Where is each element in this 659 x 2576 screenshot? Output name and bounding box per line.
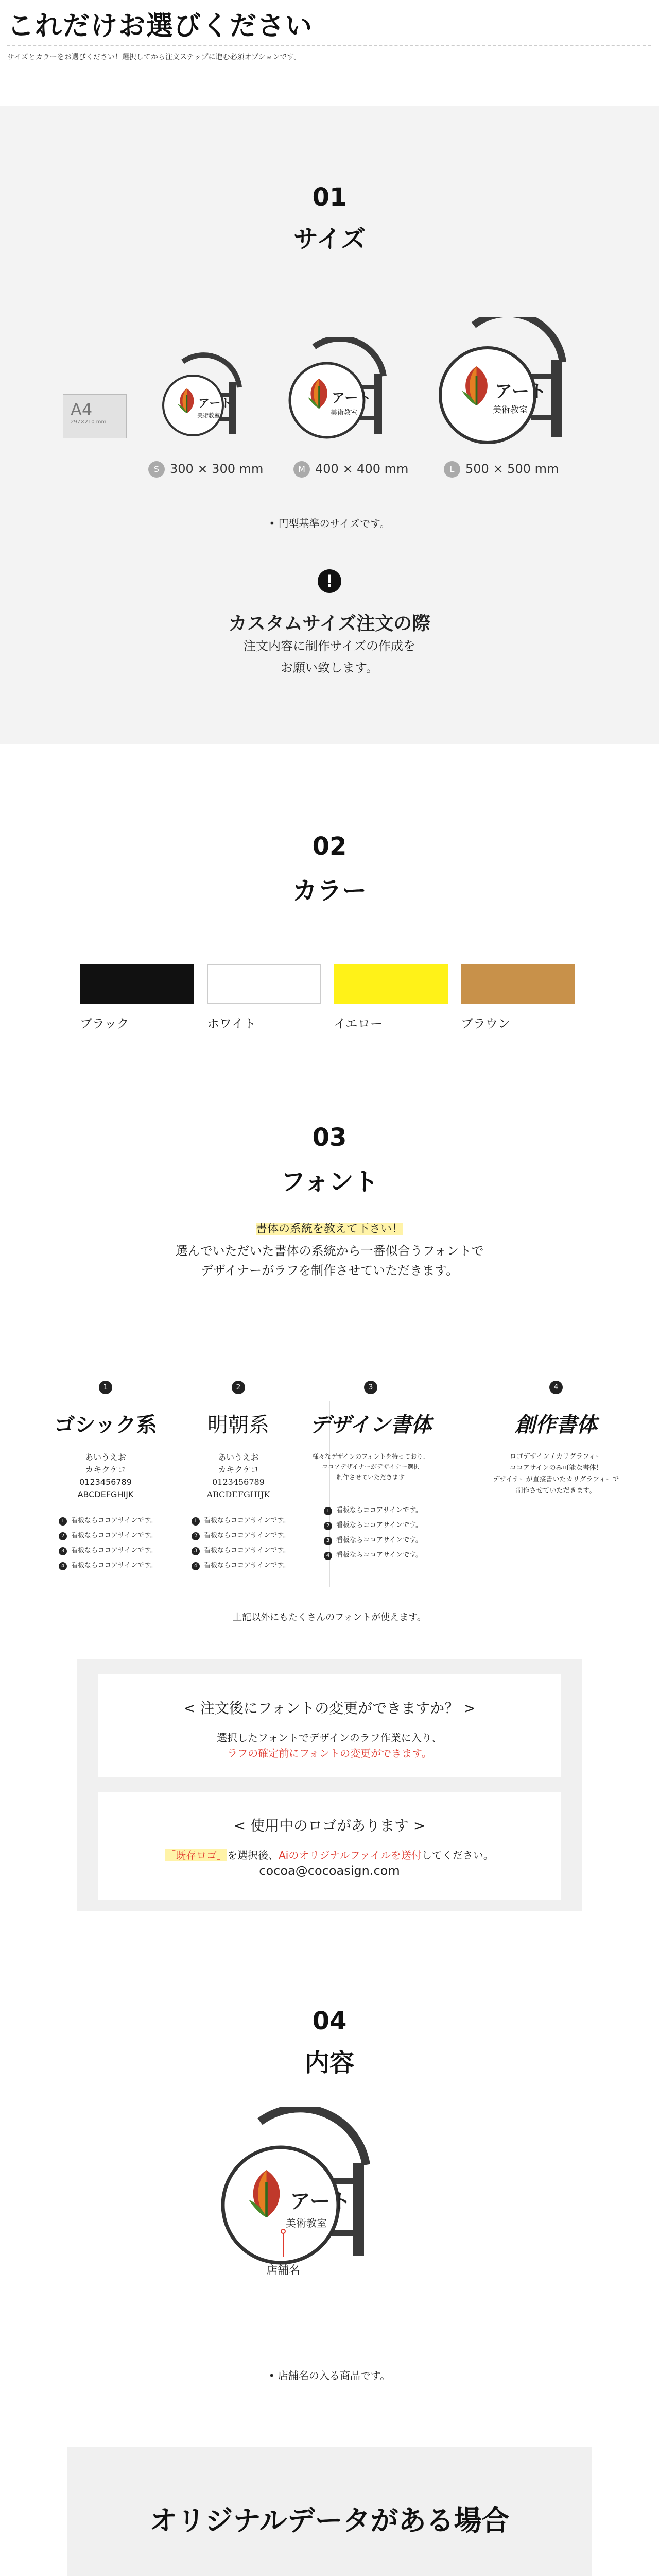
column-number: 3 [364, 1381, 377, 1394]
font-column-mincho[interactable] [174, 1381, 303, 1573]
contact-email[interactable]: cocoa@cocoasign.com [259, 1863, 400, 1878]
sample-list: 1 看板ならココアサインです。 2 看板ならココアサインです。 3 看板ならココアサインです。 4 看板ならココアサインです。 [174, 1513, 303, 1573]
font-column-creative[interactable] [492, 1381, 620, 1497]
sign-small-sub-text: 美術教室 [197, 412, 220, 419]
size-option-s[interactable] [148, 461, 263, 478]
sample-line: ココアサインのみ可能な書体！ [509, 1464, 603, 1472]
sample-line: ABCDEFGHIJK [77, 1489, 134, 1499]
sign-large-image [425, 317, 595, 456]
size-badge-l: L [444, 461, 460, 478]
sign-medium-main-text: アート [332, 391, 372, 406]
faq-card-existing-logo [98, 1792, 561, 1900]
size-label-l: 500 × 500 mm [465, 462, 559, 476]
page-header [0, 0, 659, 103]
a4-dimension: 297×210 mm [71, 419, 107, 425]
size-badge-m: M [293, 461, 310, 478]
color-section-title: カラー [292, 876, 367, 905]
font-highlight: 書体の系統を教えて下さい！ [255, 1223, 403, 1235]
page-subtitle: サイズとカラーをお選びください！選択してから注文ステップに進む必須オプションです。 [7, 53, 301, 61]
swatch-label-brown: ブラウン [461, 1016, 510, 1031]
column-heading: 明朝系 [207, 1413, 269, 1437]
sample-list: 1 看板ならココアサインです。 2 看板ならココアサインです。 3 看板ならココアサインです。 4 看板ならココアサインです。 [306, 1503, 435, 1563]
a4-reference [63, 394, 127, 438]
sample-line: 様々なデザインのフォントを持っており、 [312, 1453, 429, 1460]
size-badge-s: S [148, 461, 165, 478]
sign-content-main-text: アート [290, 2190, 351, 2213]
custom-size-text-2: お願い致します。 [280, 660, 379, 675]
swatch-brown[interactable] [461, 964, 575, 1004]
callout-dot [281, 2229, 286, 2234]
faq-answer: 「既存ロゴ」を選択後、Aiのオリジナルファイルを送付してください。 cocoa@cocoasign.com [98, 1848, 561, 1878]
sample-line: 0123456789 [79, 1477, 132, 1487]
column-heading: ゴシック系 [54, 1413, 157, 1437]
size-label-m: 400 × 400 mm [315, 462, 409, 476]
column-number: 2 [232, 1381, 245, 1394]
custom-size-text-1: 注文内容に制作サイズの作成を [243, 639, 416, 653]
font-desc-2: デザイナーがラフを制作させていただきます。 [200, 1263, 459, 1278]
swatch-label-black: ブラック [80, 1016, 129, 1031]
color-section-number: 02 [312, 832, 347, 861]
content-section-title: 内容 [304, 2048, 354, 2077]
sign-medium-sub-text: 美術教室 [331, 409, 358, 417]
original-data-title: オリジナルデータがある場合 [149, 2504, 510, 2537]
sample-line: あいうえお [217, 1452, 259, 1462]
faq-card-font-change [98, 1674, 561, 1777]
sample-line: ココアデザイナーがデザイナー選択 [321, 1463, 420, 1470]
font-section-number: 03 [312, 1123, 347, 1152]
sample-line: デザイナーが直接書いたカリグラフィーで [493, 1476, 619, 1483]
sample-line: ABCDEFGHIJK [206, 1489, 270, 1499]
sign-content-image [203, 2107, 389, 2272]
sign-small-main-text: アート [198, 397, 232, 410]
sign-large-sub-text: 美術教室 [493, 405, 528, 415]
original-data-panel [67, 2447, 592, 2576]
content-section-number: 04 [312, 2007, 347, 2036]
sample-line: ロゴデザイン / カリグラフィー [510, 1453, 602, 1461]
font-footer-note: 上記以外にもたくさんのフォントが使えます。 [233, 1612, 426, 1623]
callout-line [283, 2231, 284, 2257]
column-heading: デザイン書体 [309, 1413, 432, 1437]
font-column-gothic[interactable] [41, 1381, 170, 1573]
sign-small-image [152, 351, 260, 449]
sample-line: 制作させていただきます。 [516, 1487, 596, 1495]
size-option-m[interactable] [293, 461, 408, 478]
faq-question: < 使用中のロゴがあります > [233, 1817, 426, 1834]
sample-line: カキクケコ [85, 1465, 126, 1475]
font-section-title: フォント [281, 1167, 378, 1196]
size-note: • 円型基準のサイズです。 [269, 517, 390, 530]
swatch-yellow[interactable] [334, 964, 448, 1004]
font-desc-1: 選んでいただいた書体の系統から一番似合うフォントで [175, 1244, 484, 1258]
swatch-black[interactable] [80, 964, 194, 1004]
swatch-label-white: ホワイト [207, 1016, 256, 1031]
column-number: 4 [549, 1381, 563, 1394]
size-section-title: サイズ [293, 225, 366, 253]
faq-panel [77, 1659, 582, 1911]
sample-line: 0123456789 [212, 1477, 265, 1487]
swatch-white[interactable] [207, 964, 321, 1004]
size-section-number: 01 [312, 183, 347, 212]
title-divider [7, 45, 651, 46]
font-column-design[interactable] [306, 1381, 435, 1563]
faq-answer: 選択したフォントでデザインのラフ作業に入り、 ラフの確定前にフォントの変更ができます。 [217, 1732, 442, 1759]
sign-large-main-text: アート [495, 381, 547, 402]
swatch-label-yellow: イエロー [334, 1016, 383, 1031]
size-label-s: 300 × 300 mm [170, 462, 264, 476]
faq-question: < 注文後にフォントの変更ができますか？ > [183, 1700, 476, 1717]
a4-label: A4 [71, 400, 93, 419]
size-option-l[interactable] [444, 461, 559, 478]
sample-list: 1 看板ならココアサインです。 2 看板ならココアサインです。 3 看板ならココアサインです。 4 看板ならココアサインです。 [41, 1513, 170, 1573]
sample-line: あいうえお [84, 1452, 126, 1462]
sample-line: カキクケコ [218, 1465, 259, 1475]
custom-size-title: カスタムサイズ注文の際 [228, 613, 431, 634]
column-number: 1 [99, 1381, 112, 1394]
column-heading: 創作書体 [515, 1413, 597, 1437]
sign-medium-image [278, 337, 407, 451]
sample-line: 制作させていただきます [336, 1473, 405, 1481]
page-title: これだけお選びください [7, 11, 314, 42]
content-note: • 店舗名の入る商品です。 [268, 2369, 391, 2382]
sign-content-sub-text: 美術教室 [286, 2217, 327, 2229]
exclamation-icon: ! [318, 569, 341, 593]
callout-label: 店舗名 [266, 2264, 300, 2277]
